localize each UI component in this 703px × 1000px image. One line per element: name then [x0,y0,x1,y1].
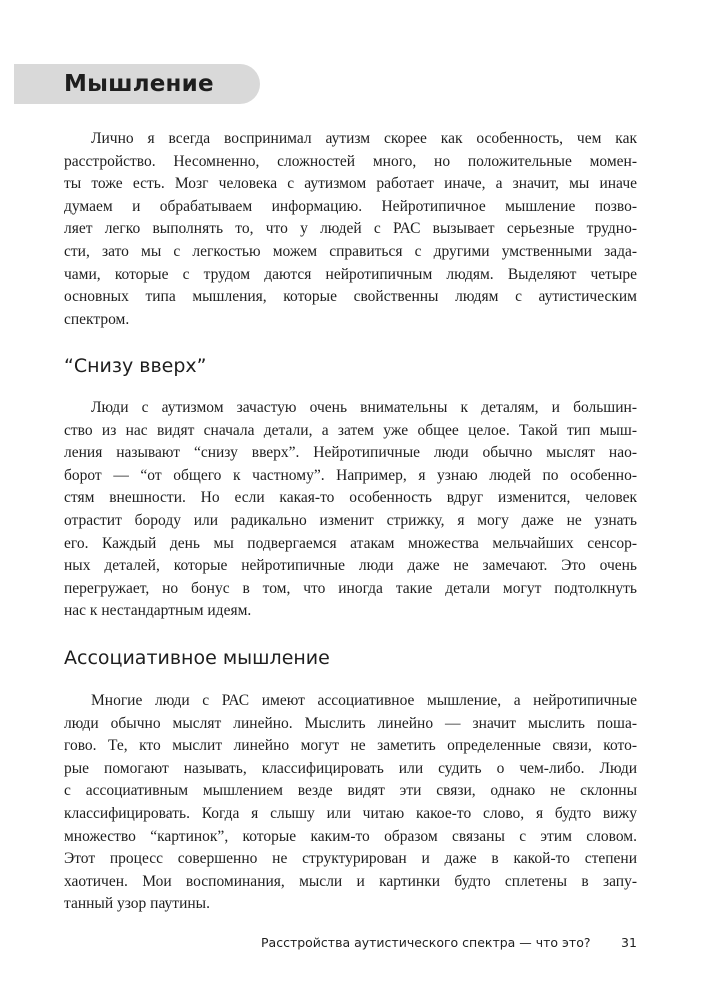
text-line: расстройство. Несомненно, сложностей много, но положительные момен- [64,152,637,170]
text-line: Лично я всегда воспринимал аутизм скорее как особенность, чем как [91,130,637,147]
bottom-up-paragraph [64,397,637,623]
text-line: Многие люди с РАС имеют ассоциативное мышление, а нейротипичные [91,692,637,709]
text-line: хаотичен. Мои воспоминания, мысли и картинки будто сплетены в запу- [64,872,637,890]
section-heading-associative: Ассоциативное мышление [64,647,330,669]
text-line: перегружает, но бонус в том, что иногда такие детали могут подтолкнуть [64,579,637,597]
associative-paragraph [64,690,637,916]
text-line: ления называют “снизу вверх”. Нейротипичные люди обычно мыслят нао- [64,444,637,462]
section-heading-bottom-up: “Снизу вверх” [64,355,207,377]
text-line: ство из нас видят сначала детали, а затем уже общее целое. Такой тип мыш- [64,421,637,439]
page-number: 31 [621,935,637,950]
text-line: Люди с аутизмом зачастую очень внимательны к деталям, и большин- [91,399,637,416]
text-line: стям внешности. Но если какая-то особенность вдруг изменится, человек [64,489,637,507]
text-line: ты тоже есть. Мозг человека с аутизмом работает иначе, а значит, мы иначе [64,175,637,193]
text-line: борот — “от общего к частному”. Например, я узнаю людей по особенно- [64,466,637,484]
text-line: люди обычно мыслят линейно. Мыслить линейно — значит мыслить поша- [64,714,637,732]
text-line: ных деталей, которые нейротипичные люди даже не замечают. Это очень [64,557,637,575]
text-line: спектром. [64,310,130,328]
intro-paragraph [64,128,637,331]
text-line: нас к нестандартным идеям. [64,602,252,620]
text-line: чами, которые с трудом даются нейротипичным людям. Выделяют четыре [64,265,637,283]
text-line: ляет легко выполнять то, что у людей с РАС вызывает серьезные трудно- [64,220,637,238]
running-footer-title: Расстройства аутистического спектра — что это? [261,935,591,950]
text-line: основных типа мышления, которые свойственны людям с аутистическим [64,288,637,306]
text-line: с ассоциативным мышлением везде видят эти связи, однако не склонны [64,782,637,800]
text-line: Этот процесс совершенно не структурирован и даже в какой-то степени [64,850,637,868]
text-line: танный узор паутины. [64,895,210,913]
text-line: гово. Те, кто мыслит линейно могут не заметить определенные связи, кото- [64,737,637,755]
text-line: классифицировать. Когда я слышу или читаю какое-то слово, я будто вижу [64,804,637,822]
text-line: множество “картинок”, которые каким-то образом связаны с этим словом. [64,827,637,845]
text-line: его. Каждый день мы подвергаемся атакам множества мельчайших сенсор- [64,534,637,552]
text-line: думаем и обрабатываем информацию. Нейротипичное мышление позво- [64,197,637,215]
text-line: отрастит бороду или радикально изменит стрижку, я могу даже не узнать [64,511,637,529]
text-line: сти, зато мы с легкостью можем справиться с другими умственными зада- [64,242,637,260]
page-title: Мышление [64,71,214,97]
text-line: рые помогают называть, классифицировать или судить о чем-либо. Люди [64,759,637,777]
